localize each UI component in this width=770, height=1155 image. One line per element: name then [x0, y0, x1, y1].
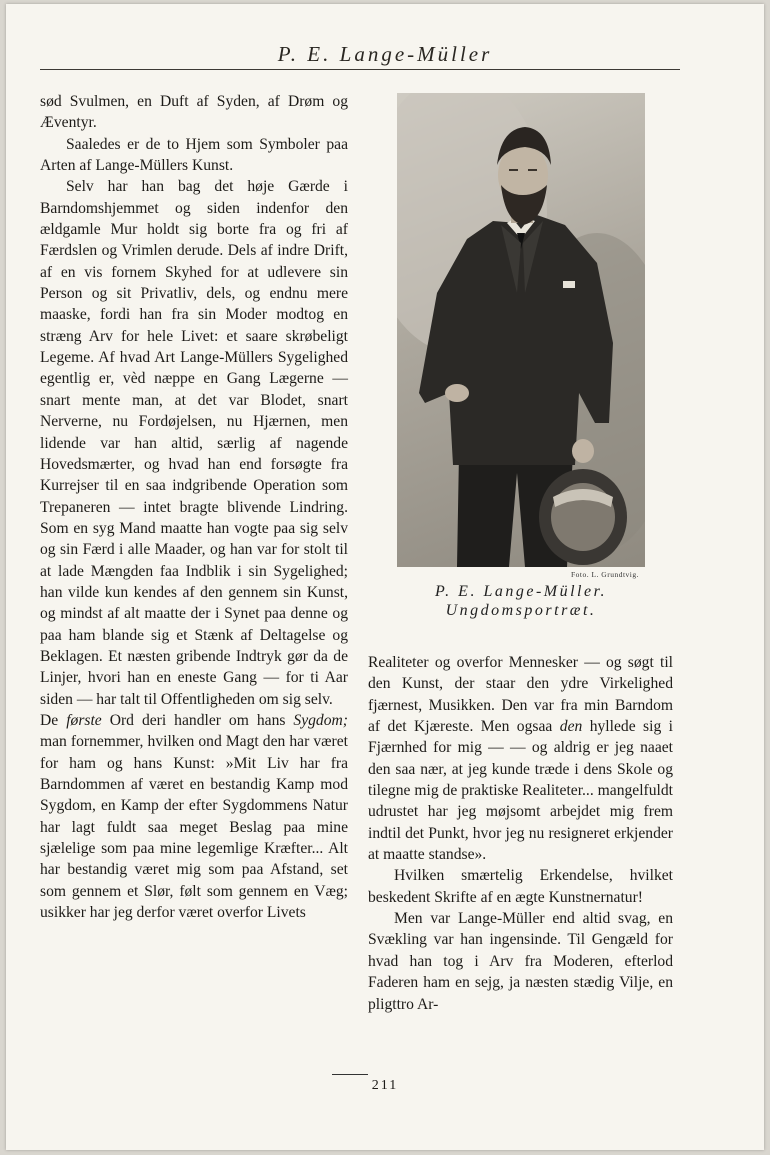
page-number-rule — [332, 1074, 368, 1075]
emphasis: den — [559, 718, 583, 736]
page-number: 211 — [371, 1078, 399, 1093]
text-run: man fornemmer, hvilken ond Magt den har været for ham og hans Kunst: »Mit Liv har fra Barndommen af været en bestandig Kamp mod Sygdom, en Kamp der efter Sygdommens Natur har lagt fuldt saa meget Beslag paa mine sjælelige som paa mine legemlige Kræfter... Alt har bestandig været mig som paa Afstand, set som gennem et Slør, følt som gennem en Væg; usikker har jeg derfor været overfor Livets — [40, 733, 348, 922]
text-run: Ord deri handler om hans — [101, 711, 294, 729]
text-run: De — [40, 711, 67, 729]
emphasis: første — [66, 711, 102, 729]
paragraph: Saaledes er de to Hjem som Symboler paa Arten af Lange-Müllers Kunst. — [40, 135, 348, 175]
portrait-photo — [397, 93, 645, 567]
caption-subtitle: Ungdomsportræt. — [445, 602, 597, 619]
paragraph: Selv har han bag det høje Gærde i Barndomshjemmet og siden indenfor den ældgamle Mur holdt sig borte fra og fri af Færdslen og Vrimlen derude. Dels af indre Drift, af en vis fornem Skyhed for at udlevere sin Person og sit Privatliv, dels, og endnu mere maaske, fordi han fra sin Moder modtog en stræng Arv for hele Livet: et saare skrøbeligt Legeme. Af hvad Art Lange-Müllers Sygelighed egentlig er, vèd næppe en Gang Lægerne — snart mente man, at det var Blodet, snart Nerverne, nu Fordøjelsen, nu Hjærnen, men lidende var han altid, særlig af nagende Hovedsmærter, og hvad han end forsøgte fra Kurrejser til en saa indgribende Operation som Trepaneren — intet bragte blivende Lindring. Som en syg Mand maatte han vogte paa sig selv og sin Færd i alle Maader, og han var for stolt til at lade Mængden faa Indblik i sin Sygelighed; han vilde kun kendes af den gennem sin Kunst, og mindst af alt maatte der i Synet paa denne og paa ham blande sig et Stænk af Deltagelse og Beklagen. Et næsten gribende Indtryk gør da de Linjer, hvori han en eneste Gang — for ti Aar siden — har talt til Offentligheden om sig selv. — [40, 178, 348, 708]
photo-credit: Foto. L. Grundtvig. — [570, 570, 639, 579]
right-column — [368, 652, 673, 1015]
text-run: hyllede sig i Fjærnhed for mig — — og aldrig er jeg naaet den saa nær, at jeg kunde træde i dens Skole og tilegne mig de praktiske Realiteter... mangelfuldt udrustet har jeg møjsomt arbejdet mig frem indtil det Punkt, hvor jeg nu resigneret erkjender at maatte standse». — [368, 718, 674, 864]
paragraph: Hvilken smærtelig Erkendelse, hvilket beskedent Skrifte af en ægte Kunstnernatur! — [368, 867, 673, 906]
photo-caption — [397, 582, 645, 620]
running-head: P. E. Lange-Müller — [277, 42, 493, 66]
caption-title: P. E. Lange-Müller. — [434, 583, 608, 600]
emphasis: Sygdom; — [293, 711, 348, 729]
left-column — [40, 91, 348, 923]
text-run: Realiteter og overfor Mennesker — og søgt til den Kunst, der staar den ydre Virkelighed fjærnest, Musikken. Den var fra min Barndom af det Kjæreste. Men ogsaa — [368, 654, 673, 736]
page — [6, 4, 764, 1150]
paragraph: Men var Lange-Müller end altid svag, en Svækling var han ingensinde. Til Gengæld for hvad han tog i Arv fra Moderen, efterlod Faderen ham en sejg, ja næsten stædig Vilje, en pligttro Ar- — [368, 910, 673, 1013]
paragraph: sød Svulmen, en Duft af Syden, af Drøm og Æventyr. — [40, 93, 348, 132]
paragraph — [40, 710, 348, 923]
header-rule — [40, 69, 680, 70]
paragraph — [368, 652, 673, 865]
